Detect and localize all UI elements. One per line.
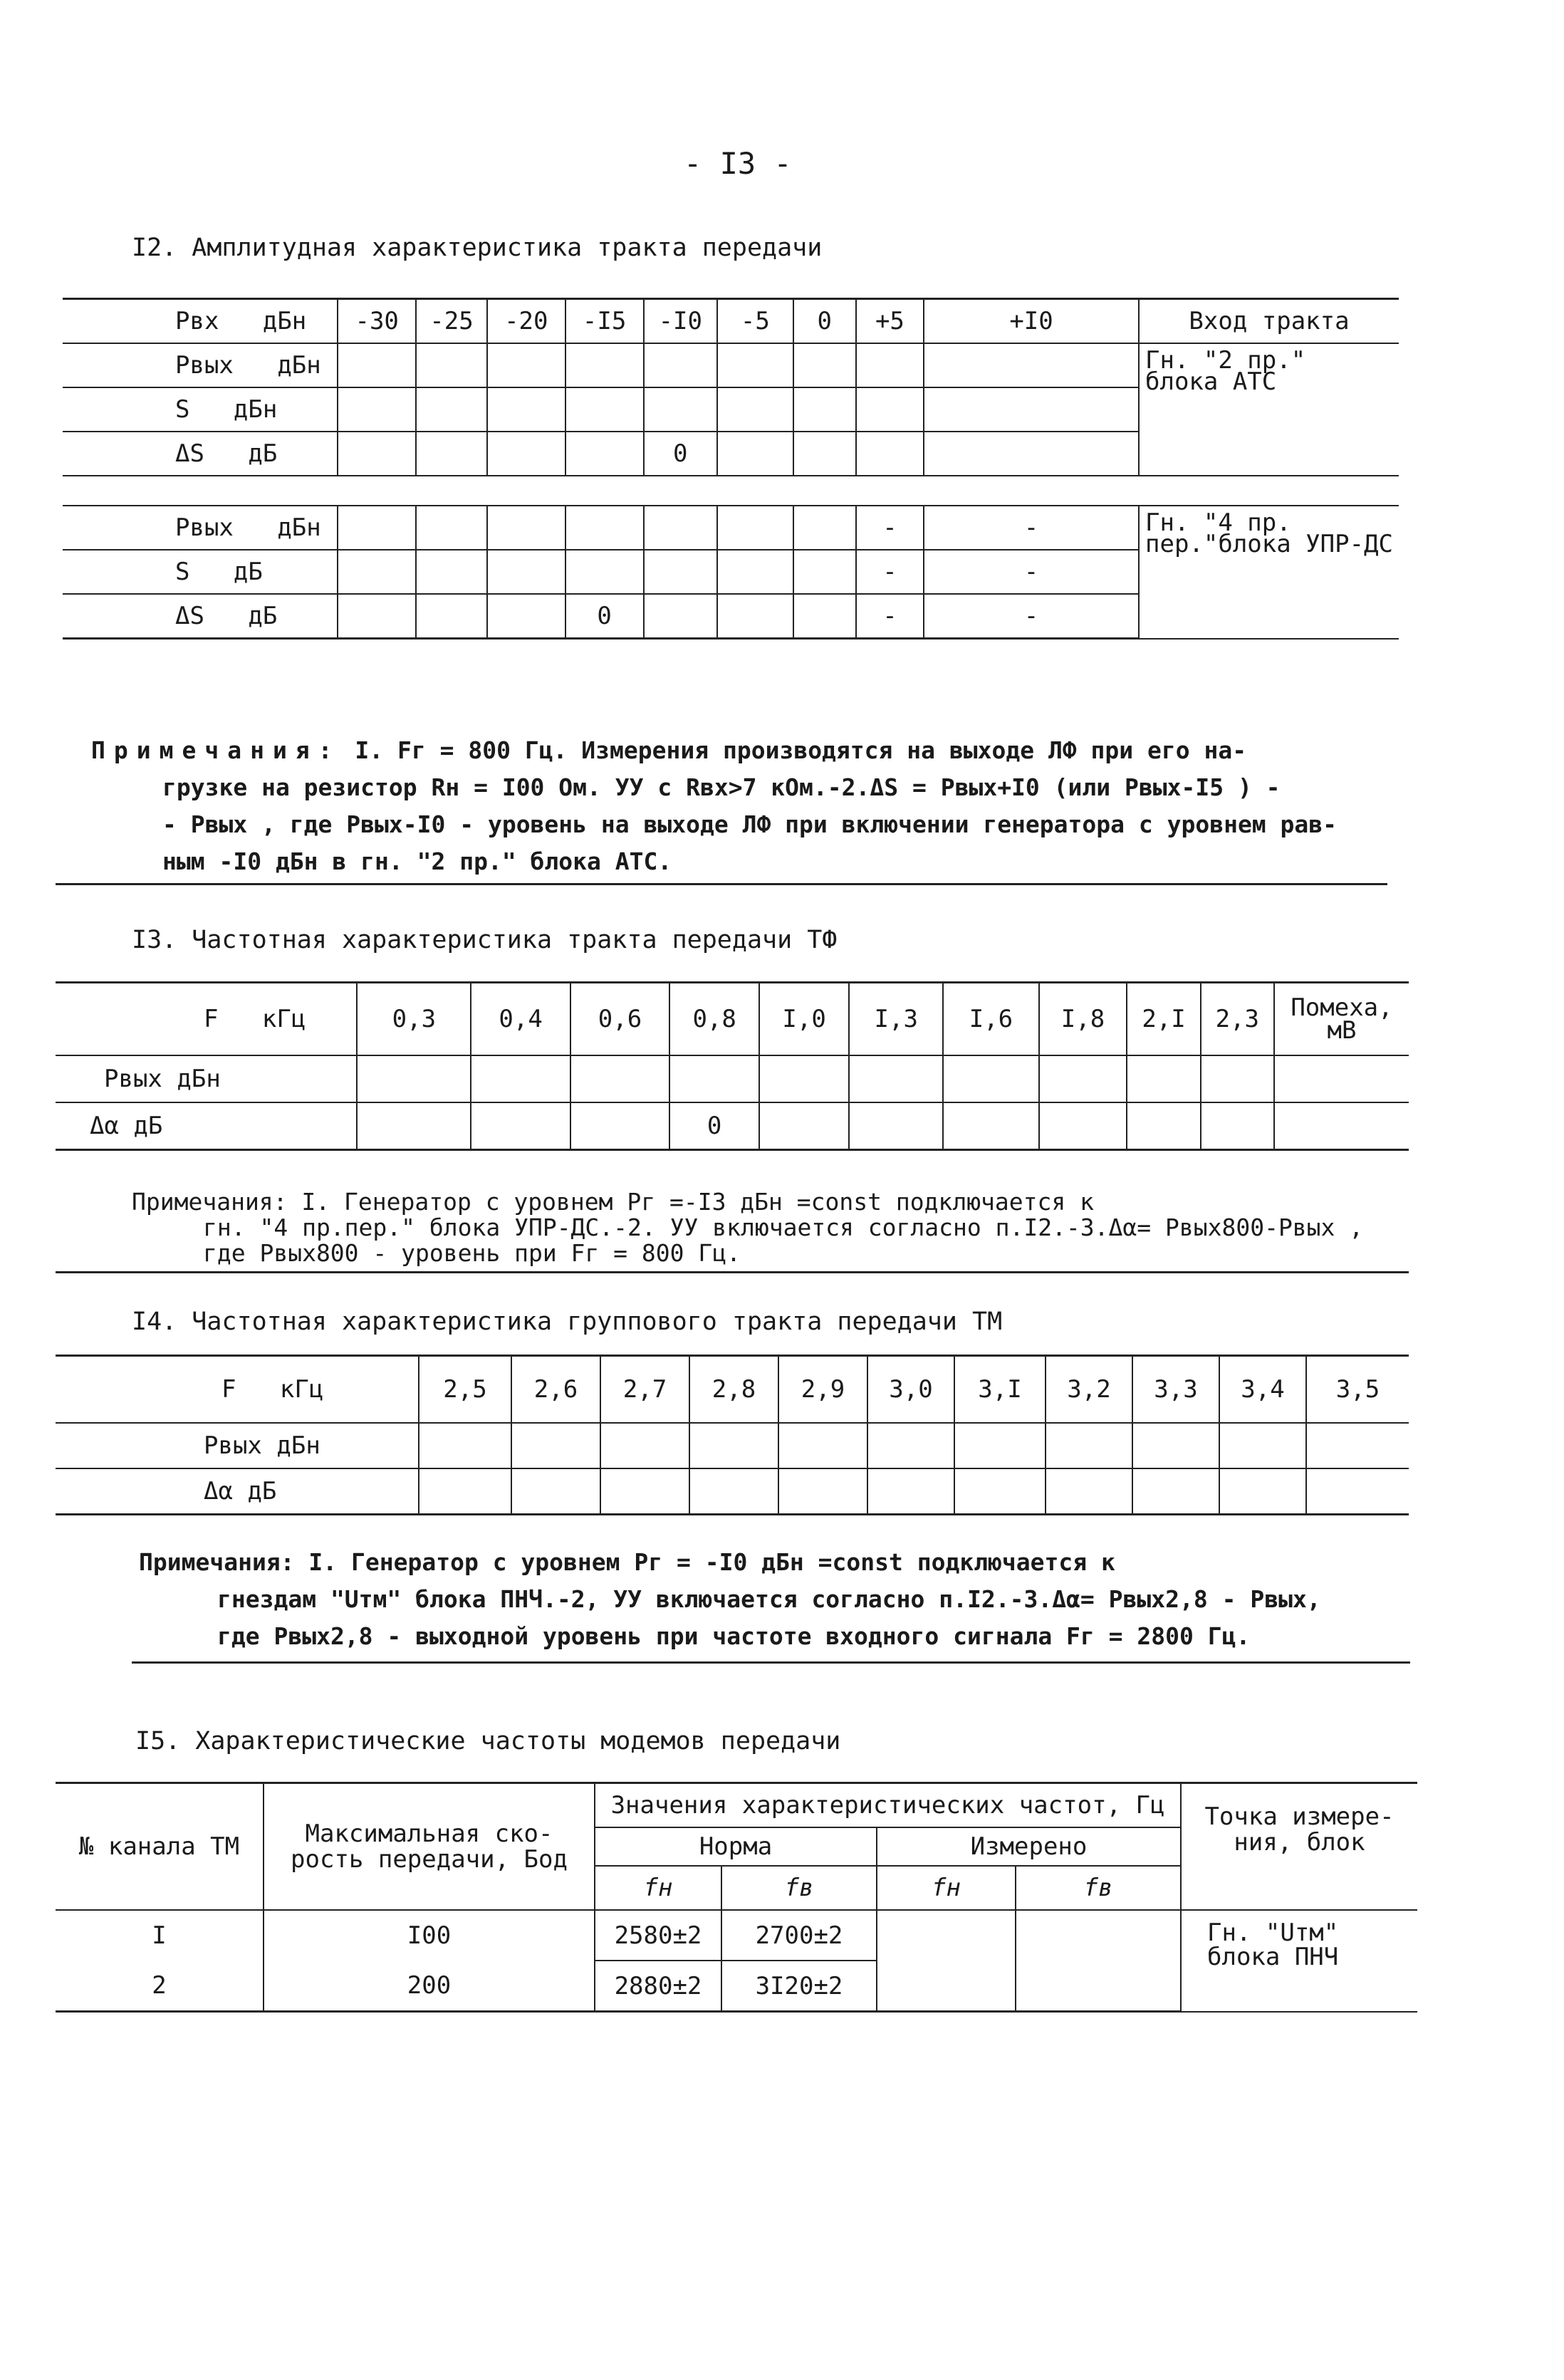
level-header: -I5 (565, 299, 644, 344)
divider (56, 1271, 1409, 1273)
input-point: Гн. "4 пр. пер."блока УПР-ДС (1139, 506, 1399, 639)
header-unit: дБн (262, 307, 307, 335)
page-number: - I3 - (684, 146, 792, 181)
section-14-notes: Примечания: I. Генератор с уровнем Рг = -I0 дБн =const подключается к гнездам "Uтм" блока ПНЧ.-2, УУ включается согласно п.I2.-3.Δα= Рвых2,8 - Рвых, где Рвых2,8 - выходной уровень при частоте входного сигнала Fг = 2800 Гц. (139, 1548, 1321, 1650)
divider (56, 883, 1387, 885)
table-row: ΔS дБ 0 - - (63, 594, 1399, 639)
section-15-title: I5. Характеристические частоты модемов передачи (135, 1727, 841, 1755)
tf-frequency-table: F кГц 0,3 0,4 0,6 0,8 I,0 I,3 I,6 I,8 2,I 2,3 Помеха, мВ Рвых дБн Δα дБ 0 (56, 981, 1409, 1151)
table-row: S дБ - - (63, 550, 1399, 594)
divider (132, 1661, 1410, 1664)
col-norm-header: Норма (595, 1827, 877, 1866)
col-channel-header: № канала ТМ (56, 1783, 264, 1911)
table-row: Рвых дБн - - Гн. "4 пр. пер."блока УПР-ДС (63, 506, 1399, 550)
amplitude-table (63, 298, 1399, 640)
input-header: Вход тракта (1139, 299, 1399, 344)
table-row: 2 200 2880±2 3I20±2 (56, 1961, 1417, 2012)
section-12-notes: Примечания: I. Fг = 800 Гц. Измерения производятся на выходе ЛФ при его на- грузке на резистор Rн = I00 Ом. УУ с Rвх>7 кОм.-2.ΔS = Рвых+I0 (или Рвых-I5 ) - - Рвых , где Рвых-I0 - уровень на выходе ЛФ при включении генератора с уровнем рав- ным -I0 дБн в гн. "2 пр." блока АТС. (91, 736, 1338, 875)
level-header: +5 (856, 299, 924, 344)
col-speed-header: Максимальная ско- рость передачи, Бод (264, 1783, 595, 1911)
level-header: -5 (717, 299, 793, 344)
section-12-title: I2. Амплитудная характеристика тракта передачи (132, 234, 823, 262)
table-row: Δα дБ 0 (56, 1102, 1409, 1150)
header-label: Рвх (175, 307, 219, 335)
level-header: +I0 (924, 299, 1139, 344)
section-13-notes: Примечания: I. Генератор с уровнем Рг =-I3 дБн =const подключается к гн. "4 пр.пер." блока УПР-ДС.-2. УУ включается согласно п.I2.-3.Δα= Рвых800-Рвых , где Рвых800 - уровень при Fг = 800 Гц. (132, 1188, 1364, 1267)
header-cell (63, 299, 338, 344)
level-header: -25 (416, 299, 487, 344)
table-row: ΔS дБ 0 (63, 432, 1399, 476)
table-row: S дБн (63, 387, 1399, 432)
level-header: 0 (793, 299, 856, 344)
table-row: Δα дБ (56, 1468, 1409, 1515)
section-14-title: I4. Частотная характеристика группового тракта передачи ТМ (132, 1308, 1003, 1336)
level-header: -30 (338, 299, 416, 344)
level-header: -20 (487, 299, 565, 344)
table-row: Рвых дБн (56, 1423, 1409, 1468)
table-row: Рвых дБн (56, 1055, 1409, 1102)
col-point-header: Точка измере- ния, блок (1181, 1783, 1417, 1911)
table-row: Рвых дБн Гн. "2 пр." блока АТС (63, 343, 1399, 387)
tm-frequency-table: F кГц 2,5 2,6 2,7 2,8 2,9 3,0 3,I 3,2 3,3 3,4 3,5 Рвых дБн Δα дБ (56, 1355, 1409, 1515)
level-header: -I0 (644, 299, 718, 344)
measure-point: Гн. "Uтм" блока ПНЧ (1181, 1910, 1417, 2012)
input-point: Гн. "2 пр." блока АТС (1139, 343, 1399, 476)
modem-table: № канала ТМ Максимальная ско- рость передачи, Бод Значения характеристических частот, Гц Точка измере- ния, блок Норма Измерено fн fв fн fв I I00 2580±2 2700±2 Гн. "Uтм" блока ПНЧ 2 200 2880±2 3I20±2 (56, 1782, 1417, 2013)
table-row: I I00 2580±2 2700±2 Гн. "Uтм" блока ПНЧ (56, 1910, 1417, 1961)
col-measured-header: Измерено (877, 1827, 1181, 1866)
col-values-header: Значения характеристических частот, Гц (595, 1783, 1181, 1828)
section-13-title: I3. Частотная характеристика тракта передачи ТФ (132, 926, 838, 954)
noise-header: Помеха, мВ (1274, 983, 1409, 1056)
